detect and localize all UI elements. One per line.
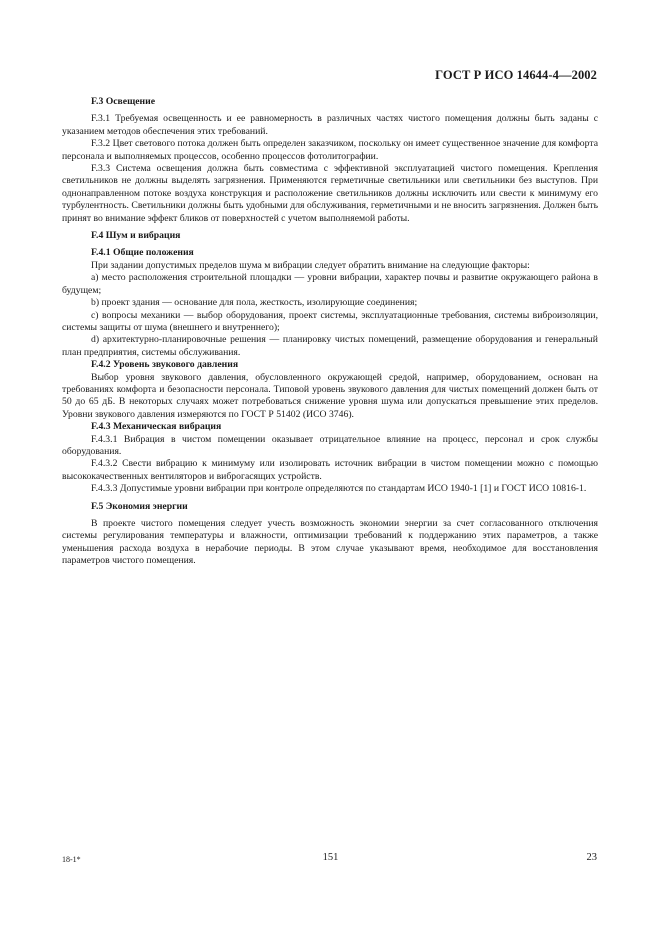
footer-sheet-number: 151 bbox=[322, 852, 339, 863]
footer-signature-mark: 18-1* bbox=[62, 855, 81, 864]
paragraph-f3-3: F.3.3 Система освещения должна быть совместима с эффективной эксплуатацией чистого помещения. Крепления светильников не должны выделять загрязнения. Применяются герметичные светильники или светильники без выступов. При однонаправленном потоке воздуха конструкция и расположение светильников должны исключить или свести к минимуму его турбулентность. Светильники должны быть удобными для обслуживания, герметичными и не вносить загрязнения. Должен быть принят во внимание эффект бликов от поверхностей с учетом выполняемой работы. bbox=[62, 163, 598, 224]
section-f4-title: F.4 Шум и вибрация bbox=[91, 230, 181, 242]
paragraph-f41-intro: При задании допустимых пределов шума м вибрации следует обратить внимание на следующие факторы: bbox=[91, 259, 530, 271]
list-item-f41-b: b) проект здания — основание для пола, жесткость, изолирующие соединения; bbox=[91, 297, 418, 309]
section-f41-title: F.4.1 Общие положения bbox=[91, 247, 194, 259]
paragraph-f43-2: F.4.3.2 Свести вибрацию к минимуму или изолировать источник вибрации в чистом помещении можно с помощью высококачественных вентиляторов и виброгасящих устройств. bbox=[62, 458, 598, 482]
document-body bbox=[62, 96, 598, 568]
section-f42-title: F.4.2 Уровень звукового давления bbox=[91, 359, 239, 371]
section-f3-title: F.3 Освещение bbox=[91, 96, 156, 107]
section-f43-title: F.4.3 Механическая вибрация bbox=[91, 421, 222, 433]
paragraph-f43-3: F.4.3.3 Допустимые уровни вибрации при контроле определяются по стандартам ИСО 1940-1 [1] и ГОСТ ИСО 10816-1. bbox=[91, 483, 587, 495]
paragraph-f3-1: F.3.1 Требуемая освещенность и ее равномерность в различных частях чистого помещения должны быть заданы с указанием методов обеспечения этих требований. bbox=[62, 113, 598, 137]
paragraph-f5: В проекте чистого помещения следует учесть возможность экономии энергии за счет согласованного отключения системы регулирования температуры и влажности, оптимизации требований к поддержанию этих параметров, а также уменьшения расхода воздуха в нерабочие периоды. В этом случае указывают время, необходимое для восстановления параметров чистого помещения. bbox=[62, 518, 598, 567]
list-item-f41-c: с) вопросы механики — выбор оборудования, проект системы, эксплуатационные требования, системы виброизоляции, системы защиты от шума (внешнего и внутреннего); bbox=[62, 309, 598, 333]
section-f5-title: F.5 Экономия энергии bbox=[91, 500, 188, 512]
standard-header: ГОСТ Р ИСО 14644-4—2002 bbox=[435, 68, 597, 82]
list-item-f41-d: d) архитектурно-планировочные решения — планировку чистых помещений, размещение оборудования и генеральный план предприятия, системы обслуживания. bbox=[62, 334, 598, 358]
list-item-f41-a: а) место расположения строительной площадки — уровни вибрации, характер почвы и развитие окружающего района в будущем; bbox=[62, 272, 598, 296]
paragraph-f43-1: F.4.3.1 Вибрация в чистом помещении оказывает отрицательное влияние на процесс, персонал и срок службы оборудования. bbox=[62, 433, 598, 457]
page-number: 23 bbox=[586, 852, 597, 863]
paragraph-f42: Выбор уровня звукового давления, обусловленного окружающей средой, например, оборудованием, основан на требованиях комфорта и безопасности персонала. Типовой уровень звукового давления для чистых помещений должен быть от 50 до 65 дБ. В некоторых случаях может потребоваться снижение уровня шума или допускаться превышение этих пределов. Уровни звукового давления измеряются по ГОСТ Р 51402 (ИСО 3746). bbox=[62, 371, 598, 420]
paragraph-f3-2: F.3.2 Цвет светового потока должен быть определен заказчиком, поскольку он имеет существенное значение для комфорта персонала и выполняемых процессов, особенно процессов фотолитографии. bbox=[62, 138, 598, 162]
